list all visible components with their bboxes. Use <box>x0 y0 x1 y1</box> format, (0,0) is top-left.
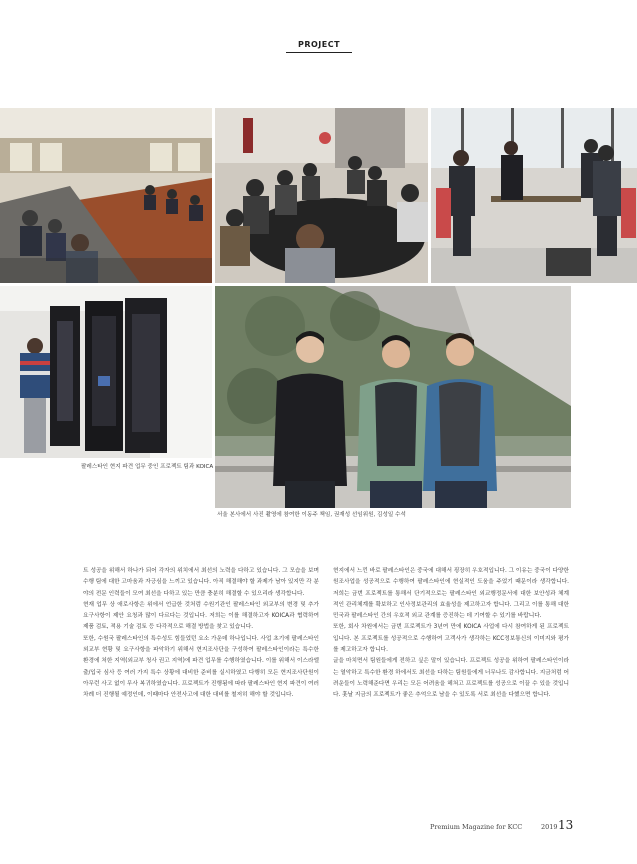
photo-server-room <box>0 286 212 458</box>
photo-conference-table <box>215 108 428 283</box>
body-paragraph: 트 성공을 위해서 하나가 되어 각자의 위치에서 최선의 노력을 다하고 있습니다. 그 모습을 보며 수행 팀에 대한 고마움과 자긍심을 느끼고 있습니다. 아직 해결해야 할 과제가 남아 있지만 각 분야의 전문 인력들이 모여 최선을 다하고 있는 만큼 충분히 해결할 수 있으리라 생각합니다. <box>83 568 319 597</box>
photo-meeting-hall <box>0 108 212 283</box>
section-label: PROJECT <box>297 40 341 49</box>
body-paragraph: 현재 업무 상 애로사항은 위에서 언급한 것처럼 수원기관인 팔레스타인 외교부의 변경 및 추가 요구사항이 제안 요청과 많이 다르다는 것입니다. 저희는 이를 해결하고자 KOICA과 협력하여 제품 검토, 적용 기술 검토 등 다각적으로 해결 방법을 찾고 있습니다. <box>83 601 319 631</box>
page-number: 13 <box>558 818 574 832</box>
caption-team-members: 서울 본사에서 사진 촬영에 참여한 이동주 책임, 권재성 선임위원, 김성일 수석 <box>217 512 406 518</box>
body-paragraph: 또한, 회사 차원에서는 금번 프로젝트가 3년여 만에 KOICA 사업에 다시 참여하게 된 프로젝트입니다. 본 프로젝트를 성공적으로 수행하여 고객사가 생각하는 KCC정보통신의 이미지와 평가를 제고하고자 합니다. <box>333 624 569 654</box>
body-column-left <box>83 566 319 702</box>
caption-server-room: 팔레스타인 현지 파견 업무 중인 프로젝트 팀과 KOICA <box>81 464 214 470</box>
body-paragraph: 글을 마치면서 팀원들에게 전하고 싶은 말이 있습니다. 프로젝트 성공을 위하여 팔레스타인이라는 열악하고 특수한 환경 하에서도 최선을 다하는 팀원들에게 너무나도 감사합니다. 지금처럼 어려운들이 노력해준다면 우리는 모든 어려움을 헤쳐고 프로젝트를 성공으로 이끌 수 있을 것입니다. 훗날 지금의 프로젝트가 좋은 추억으로 남을 수 있도록 서로 최선을 다했으면 합니다. <box>333 658 569 699</box>
body-paragraph: 또한, 수원국 팔레스타인의 특수성도 힘들었던 요소 가운데 하나입니다. 사업 초기에 팔레스타인 외교부 현황 및 요구사항을 파악하기 위해서 현지조사단을 구성하여 팔레스타인이라는 특수한 환경에 처한 지역(외교부 청사 권고 지역)에 파견 업무를 수행하였습니다. 이를 위해서 이스라엘 출/입국 심사 등 여러 가지 특수 상황에 대비한 준비를 실시하였고 다행히 모든 현지조사단원이 아무런 사고 없이 무사 복귀하였습니다. 프로젝트가 진행됨에 따라 팔레스타인 현지 파견이 여러 차례 더 진행될 예정인데, 이때마다 안전사고에 대한 대비를 철저히 해야 할 것입니다. <box>83 635 319 699</box>
body-paragraph: 현지에서 느낀 바로 팔레스타인은 중국에 대해서 굉장히 우호적입니다. 그 이유는 중국이 다양한 원조사업을 성공적으로 수행하여 팔레스타인에 현실적인 도움을 주었기 때문이라 생각합니다. 저희는 금번 프로젝트를 통해서 단기적으로는 팔레스타인 외교행정문서에 대한 보안성과 체계적인 관리체계를 확보하고 인사정보관리의 효율성을 제고하고자 합니다. 그리고 이를 통해 대한민국과 팔레스타인 간의 우호적 외교 관계를 증진하는 데 기여할 수 있기를 바랍니다. <box>333 568 569 620</box>
issue-year: 2019 <box>541 823 558 831</box>
photo-team-members <box>215 286 571 508</box>
section-divider <box>286 52 352 53</box>
body-column-right <box>333 566 569 702</box>
photo-window-group <box>431 108 637 283</box>
magazine-title: Premium Magazine for KCC <box>430 823 523 831</box>
page-footer <box>430 820 610 834</box>
